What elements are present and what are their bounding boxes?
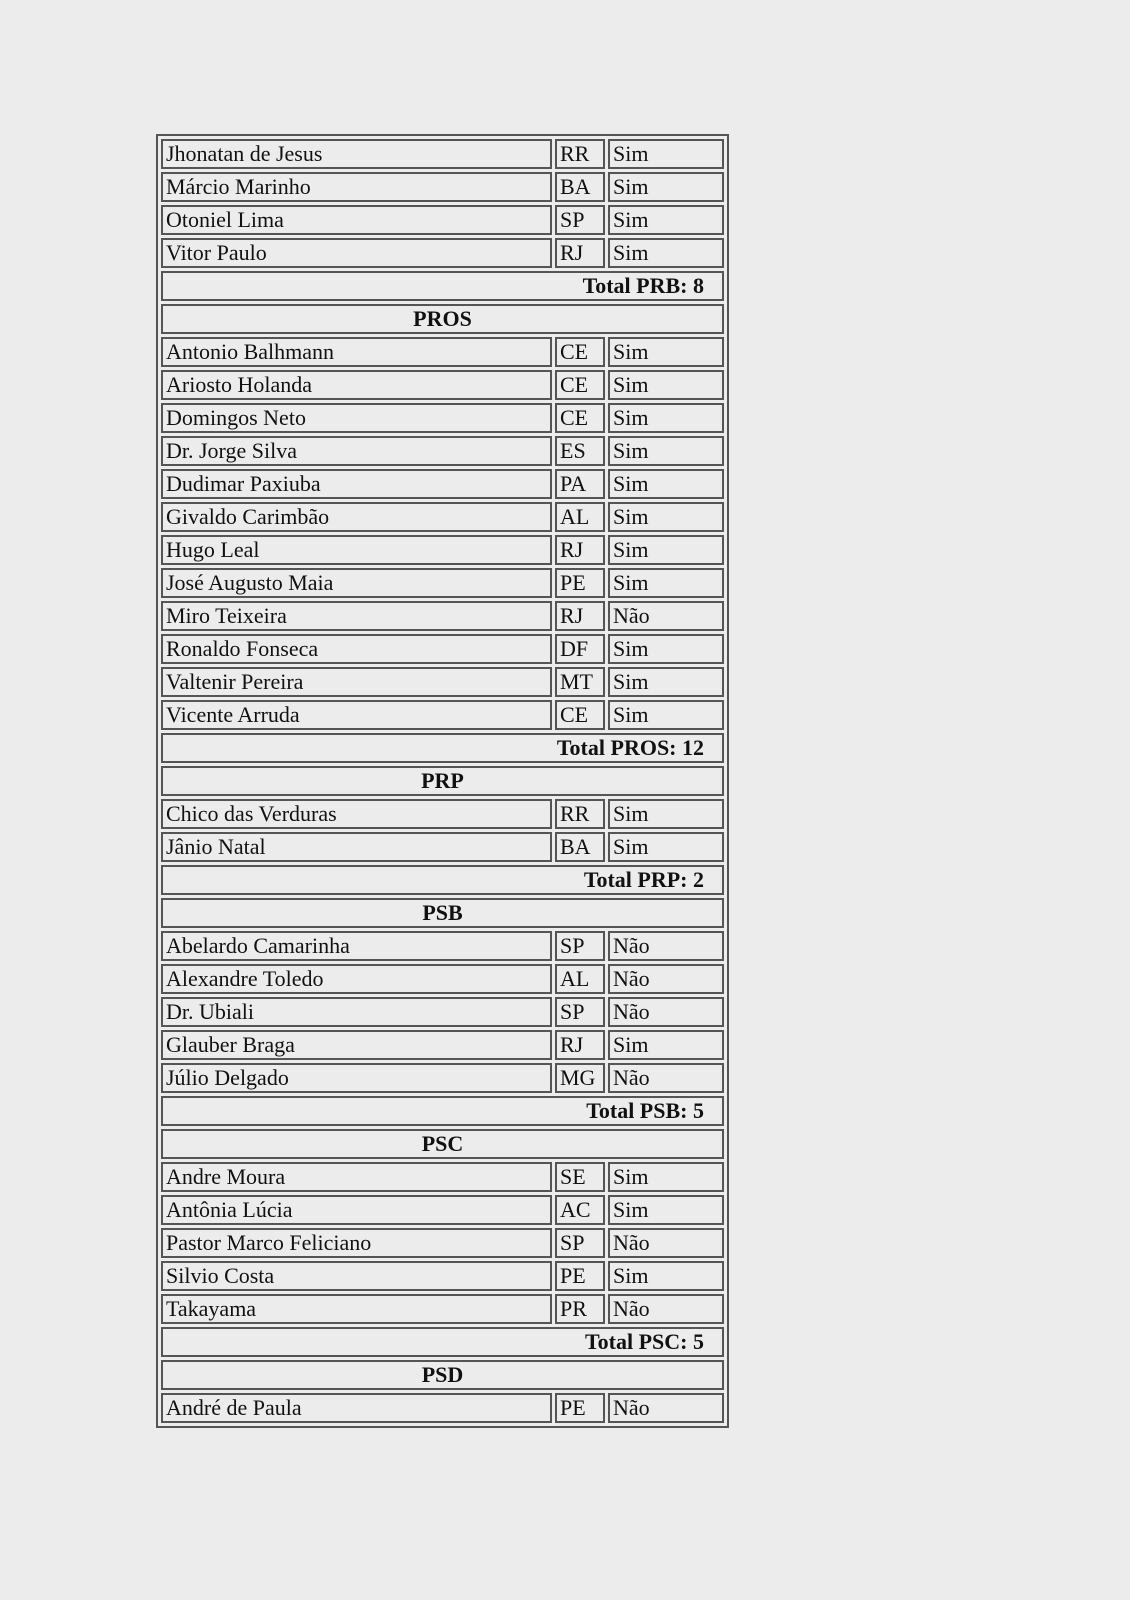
- member-row: [161, 1063, 724, 1093]
- state-code: MG: [555, 1063, 605, 1093]
- deputy-name: Silvio Costa: [161, 1261, 552, 1291]
- deputy-name: Antonio Balhmann: [161, 337, 552, 367]
- party-total: Total PSB: 5: [161, 1096, 724, 1126]
- party-name: PROS: [161, 304, 724, 334]
- state-code: SE: [555, 1162, 605, 1192]
- party-total-row: [161, 271, 724, 301]
- state-code: MT: [555, 667, 605, 697]
- vote-value: Não: [608, 931, 724, 961]
- deputy-name: Márcio Marinho: [161, 172, 552, 202]
- member-row: [161, 1393, 724, 1423]
- party-name: PSD: [161, 1360, 724, 1390]
- vote-value: Sim: [608, 832, 724, 862]
- deputy-name: Chico das Verduras: [161, 799, 552, 829]
- deputy-name: Vitor Paulo: [161, 238, 552, 268]
- vote-value: Sim: [608, 700, 724, 730]
- member-row: [161, 403, 724, 433]
- deputy-name: Dudimar Paxiuba: [161, 469, 552, 499]
- vote-value: Sim: [608, 1261, 724, 1291]
- member-row: [161, 139, 724, 169]
- party-total-row: [161, 733, 724, 763]
- member-row: [161, 700, 724, 730]
- member-row: [161, 502, 724, 532]
- vote-value: Sim: [608, 370, 724, 400]
- party-name: PSB: [161, 898, 724, 928]
- state-code: AL: [555, 502, 605, 532]
- vote-value: Sim: [608, 403, 724, 433]
- state-code: SP: [555, 997, 605, 1027]
- party-header-row: [161, 304, 724, 334]
- state-code: RR: [555, 139, 605, 169]
- state-code: CE: [555, 370, 605, 400]
- vote-value: Sim: [608, 238, 724, 268]
- deputy-name: Ariosto Holanda: [161, 370, 552, 400]
- deputy-name: Dr. Jorge Silva: [161, 436, 552, 466]
- vote-value: Sim: [608, 337, 724, 367]
- deputy-name: Andre Moura: [161, 1162, 552, 1192]
- member-row: [161, 370, 724, 400]
- state-code: CE: [555, 700, 605, 730]
- vote-value: Sim: [608, 1030, 724, 1060]
- state-code: AL: [555, 964, 605, 994]
- member-row: [161, 1261, 724, 1291]
- vote-value: Não: [608, 1228, 724, 1258]
- deputy-name: Valtenir Pereira: [161, 667, 552, 697]
- member-row: [161, 238, 724, 268]
- state-code: RJ: [555, 1030, 605, 1060]
- party-total-row: [161, 1327, 724, 1357]
- party-total-row: [161, 865, 724, 895]
- member-row: [161, 601, 724, 631]
- member-row: [161, 469, 724, 499]
- deputy-name: Vicente Arruda: [161, 700, 552, 730]
- deputy-name: Otoniel Lima: [161, 205, 552, 235]
- vote-value: Sim: [608, 205, 724, 235]
- state-code: CE: [555, 337, 605, 367]
- vote-value: Não: [608, 1063, 724, 1093]
- deputy-name: Ronaldo Fonseca: [161, 634, 552, 664]
- deputy-name: Glauber Braga: [161, 1030, 552, 1060]
- state-code: PE: [555, 568, 605, 598]
- member-row: [161, 1030, 724, 1060]
- deputy-name: Antônia Lúcia: [161, 1195, 552, 1225]
- member-row: [161, 964, 724, 994]
- member-row: [161, 634, 724, 664]
- vote-value: Sim: [608, 1195, 724, 1225]
- party-header-row: [161, 1129, 724, 1159]
- vote-value: Sim: [608, 535, 724, 565]
- member-row: [161, 931, 724, 961]
- party-total: Total PSC: 5: [161, 1327, 724, 1357]
- party-header-row: [161, 898, 724, 928]
- party-total: Total PRP: 2: [161, 865, 724, 895]
- vote-value: Sim: [608, 799, 724, 829]
- vote-value: Sim: [608, 502, 724, 532]
- member-row: [161, 568, 724, 598]
- deputy-name: Domingos Neto: [161, 403, 552, 433]
- vote-value: Não: [608, 964, 724, 994]
- state-code: RJ: [555, 238, 605, 268]
- deputy-name: José Augusto Maia: [161, 568, 552, 598]
- member-row: [161, 172, 724, 202]
- state-code: PE: [555, 1393, 605, 1423]
- deputy-name: Abelardo Camarinha: [161, 931, 552, 961]
- deputy-name: Júlio Delgado: [161, 1063, 552, 1093]
- state-code: DF: [555, 634, 605, 664]
- vote-value: Sim: [608, 139, 724, 169]
- state-code: RJ: [555, 601, 605, 631]
- deputy-name: André de Paula: [161, 1393, 552, 1423]
- member-row: [161, 535, 724, 565]
- state-code: SP: [555, 205, 605, 235]
- member-row: [161, 1294, 724, 1324]
- vote-value: Sim: [608, 436, 724, 466]
- deputy-name: Hugo Leal: [161, 535, 552, 565]
- member-row: [161, 832, 724, 862]
- state-code: RJ: [555, 535, 605, 565]
- party-total-row: [161, 1096, 724, 1126]
- member-row: [161, 1195, 724, 1225]
- vote-value: Não: [608, 1294, 724, 1324]
- party-name: PSC: [161, 1129, 724, 1159]
- member-row: [161, 667, 724, 697]
- member-row: [161, 799, 724, 829]
- vote-value: Sim: [608, 634, 724, 664]
- state-code: ES: [555, 436, 605, 466]
- party-name: PRP: [161, 766, 724, 796]
- member-row: [161, 1162, 724, 1192]
- vote-value: Não: [608, 1393, 724, 1423]
- state-code: PE: [555, 1261, 605, 1291]
- state-code: PA: [555, 469, 605, 499]
- vote-value: Não: [608, 601, 724, 631]
- state-code: BA: [555, 172, 605, 202]
- deputy-name: Alexandre Toledo: [161, 964, 552, 994]
- member-row: [161, 337, 724, 367]
- member-row: [161, 436, 724, 466]
- deputy-name: Takayama: [161, 1294, 552, 1324]
- state-code: AC: [555, 1195, 605, 1225]
- state-code: CE: [555, 403, 605, 433]
- vote-value: Sim: [608, 172, 724, 202]
- deputy-name: Givaldo Carimbão: [161, 502, 552, 532]
- vote-table-body: [161, 139, 724, 1423]
- vote-value: Sim: [608, 469, 724, 499]
- vote-value: Não: [608, 997, 724, 1027]
- state-code: SP: [555, 931, 605, 961]
- state-code: PR: [555, 1294, 605, 1324]
- party-total: Total PROS: 12: [161, 733, 724, 763]
- member-row: [161, 205, 724, 235]
- vote-value: Sim: [608, 1162, 724, 1192]
- state-code: BA: [555, 832, 605, 862]
- deputy-name: Jânio Natal: [161, 832, 552, 862]
- party-total: Total PRB: 8: [161, 271, 724, 301]
- vote-table: [156, 134, 729, 1428]
- deputy-name: Pastor Marco Feliciano: [161, 1228, 552, 1258]
- party-header-row: [161, 1360, 724, 1390]
- deputy-name: Dr. Ubiali: [161, 997, 552, 1027]
- vote-value: Sim: [608, 667, 724, 697]
- member-row: [161, 997, 724, 1027]
- party-header-row: [161, 766, 724, 796]
- state-code: SP: [555, 1228, 605, 1258]
- deputy-name: Jhonatan de Jesus: [161, 139, 552, 169]
- member-row: [161, 1228, 724, 1258]
- state-code: RR: [555, 799, 605, 829]
- vote-value: Sim: [608, 568, 724, 598]
- deputy-name: Miro Teixeira: [161, 601, 552, 631]
